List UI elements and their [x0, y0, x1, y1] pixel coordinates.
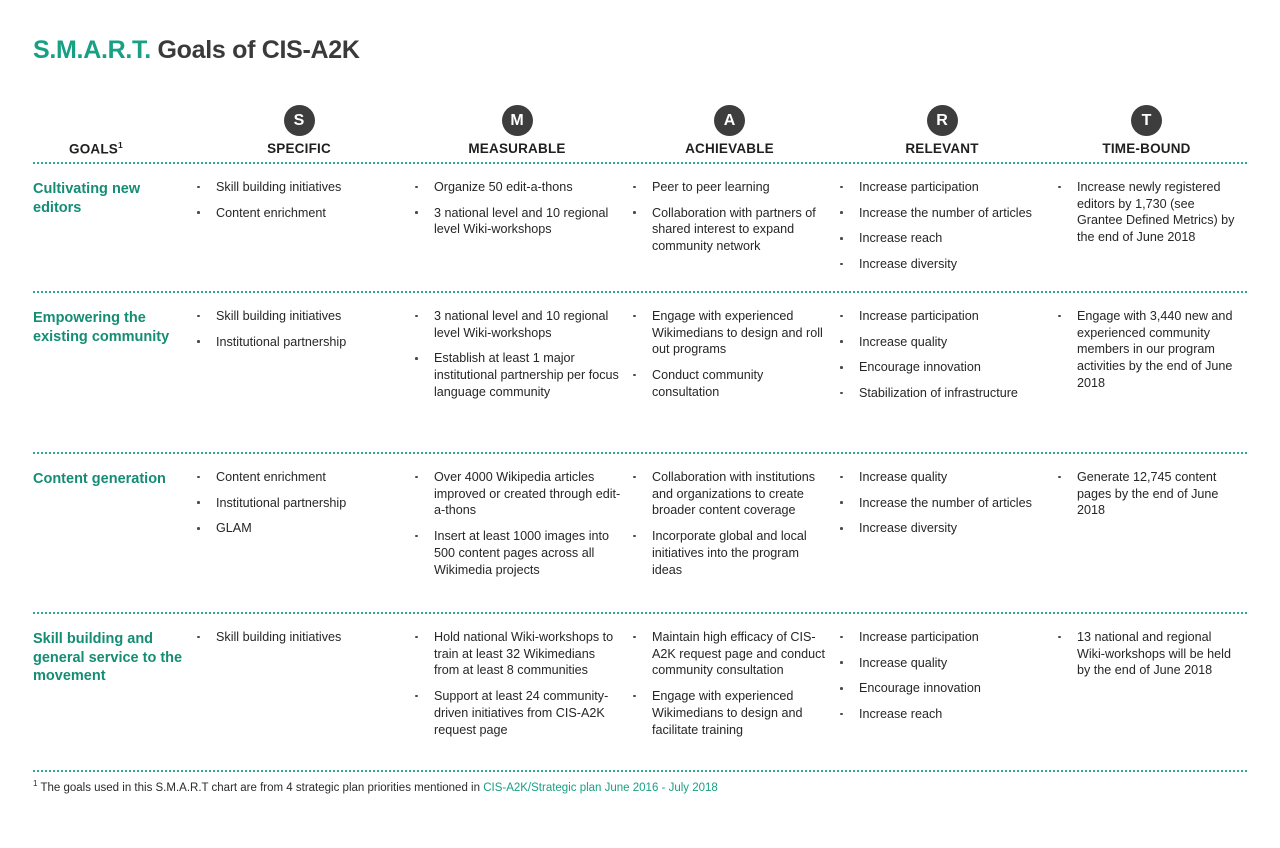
- relevant-list: [838, 308, 1046, 402]
- page-title: [33, 36, 360, 65]
- bullet-icon: [1058, 476, 1061, 479]
- timebound-list: [1056, 469, 1237, 519]
- bullet-icon: [415, 186, 418, 189]
- list-item-text: Insert at least 1000 images into 500 content pages across all Wikimedia projects: [434, 529, 610, 577]
- timebound-list: [1056, 308, 1237, 392]
- goal-label: Content generation: [33, 471, 166, 487]
- list-item-text: Increase diversity: [859, 257, 957, 272]
- goal-cell: [33, 164, 195, 217]
- relevant-list: [838, 629, 1046, 723]
- footer-divider: [33, 770, 1247, 772]
- bullet-icon: [633, 374, 636, 377]
- specific-list: [195, 308, 403, 350]
- specific-list: [195, 469, 403, 537]
- bullet-icon: [1058, 315, 1061, 318]
- goal-cell: [33, 293, 195, 346]
- list-item: [413, 528, 621, 578]
- specific-cell: [195, 614, 413, 646]
- list-item: [838, 230, 1046, 247]
- list-item-text: Institutional partnership: [216, 334, 347, 349]
- list-item: [838, 706, 1046, 723]
- measurable-list: [413, 629, 621, 738]
- list-item-text: Organize 50 edit-a-thons: [434, 180, 573, 194]
- relevant-cell: [838, 164, 1056, 273]
- list-item-text: Increase the number of articles: [859, 205, 1032, 220]
- goal-label: Empowering the existing community: [33, 310, 170, 345]
- bullet-icon: [840, 661, 843, 664]
- list-item-text: Skill building initiatives: [216, 309, 342, 323]
- measurable-cell: [413, 454, 631, 578]
- measurable-cell: [413, 614, 631, 738]
- list-item: [413, 688, 621, 738]
- bullet-icon: [840, 501, 843, 504]
- list-item-text: GLAM: [216, 521, 252, 536]
- bullet-icon: [197, 501, 200, 504]
- title-accent: S.M.A.R.T.: [33, 36, 151, 64]
- achievable-list: [631, 629, 828, 738]
- timebound-cell: [1056, 164, 1247, 246]
- list-item: [195, 308, 403, 325]
- measurable-cell: [413, 293, 631, 401]
- bullet-icon: [1058, 186, 1061, 189]
- list-item-text: Generate 12,745 content pages by the end of June 2018: [1077, 470, 1219, 518]
- list-item: [195, 205, 403, 222]
- bullet-icon: [840, 263, 843, 266]
- list-item: [631, 367, 828, 400]
- list-item-text: Incorporate global and local initiatives into the program ideas: [652, 529, 807, 577]
- measurable-cell: [413, 164, 631, 238]
- list-item-text: Establish at least 1 major institutional partnership per focus language community: [434, 351, 619, 399]
- list-item-text: Engage with 3,440 new and experienced community members in our program activities by the end of June 2018: [1077, 309, 1233, 390]
- bullet-icon: [633, 535, 636, 538]
- bullet-icon: [840, 713, 843, 716]
- title-rest: Goals of CIS-A2K: [150, 36, 360, 64]
- column-header-relevant-label: RELEVANT: [905, 141, 979, 156]
- relevant-list: [838, 469, 1046, 537]
- list-item-text: Encourage innovation: [859, 360, 981, 375]
- specific-list: [195, 179, 403, 221]
- achievable-badge-icon: A: [714, 105, 745, 136]
- list-item: [413, 469, 621, 519]
- list-item-text: Collaboration with institutions and organizations to create broader content coverage: [652, 470, 816, 518]
- bullet-icon: [840, 392, 843, 395]
- list-item: [838, 205, 1046, 222]
- goal-label: Skill building and general service to the movement: [33, 631, 183, 685]
- list-item: [195, 179, 403, 196]
- bullet-icon: [415, 695, 418, 698]
- bullet-icon: [840, 527, 843, 530]
- list-item: [631, 688, 828, 738]
- list-item: [838, 308, 1046, 325]
- list-item: [1056, 629, 1237, 679]
- list-item: [838, 520, 1046, 537]
- achievable-list: [631, 179, 828, 255]
- list-item-text: Maintain high efficacy of CIS-A2K request page and conduct community consultation: [652, 630, 825, 678]
- bullet-icon: [633, 695, 636, 698]
- list-item-text: Peer to peer learning: [652, 180, 770, 194]
- bullet-icon: [840, 340, 843, 343]
- achievable-cell: [631, 164, 838, 255]
- column-header-relevant: [838, 105, 1056, 156]
- list-item: [631, 205, 828, 255]
- specific-cell: [195, 454, 413, 537]
- achievable-cell: [631, 454, 838, 578]
- list-item-text: Collaboration with partners of shared interest to expand community network: [652, 205, 816, 254]
- footnote-marker: 1: [33, 779, 38, 788]
- list-item: [838, 359, 1046, 376]
- list-item-text: Stabilization of infrastructure: [859, 386, 1018, 401]
- specific-badge-icon: S: [284, 105, 315, 136]
- list-item-text: Support at least 24 community-driven initiatives from CIS-A2K request page: [434, 689, 609, 737]
- list-item: [631, 308, 828, 358]
- list-item-text: Skill building initiatives: [216, 630, 342, 644]
- list-item: [838, 469, 1046, 486]
- table-row: [33, 293, 1247, 446]
- relevant-cell: [838, 454, 1056, 537]
- list-item: [413, 308, 621, 341]
- achievable-cell: [631, 293, 838, 401]
- goal-cell: [33, 614, 195, 686]
- bullet-icon: [197, 527, 200, 530]
- measurable-badge-icon: M: [502, 105, 533, 136]
- list-item-text: Institutional partnership: [216, 495, 347, 510]
- table-row: [33, 614, 1247, 751]
- list-item: [1056, 308, 1237, 392]
- list-item-text: Content enrichment: [216, 470, 326, 484]
- bullet-icon: [840, 366, 843, 369]
- list-item-text: Increase reach: [859, 231, 943, 246]
- list-item: [1056, 469, 1237, 519]
- list-item-text: Increase reach: [859, 707, 943, 722]
- list-item-text: Conduct community consultation: [652, 368, 764, 399]
- smart-table: [33, 100, 1247, 751]
- bullet-icon: [415, 211, 418, 214]
- bullet-icon: [840, 476, 843, 479]
- list-item: [838, 334, 1046, 351]
- bullet-icon: [197, 476, 200, 479]
- list-item-text: Over 4000 Wikipedia articles improved or created through edit-a-thons: [434, 470, 621, 518]
- specific-list: [195, 629, 403, 646]
- list-item-text: Increase quality: [859, 470, 948, 484]
- list-item: [838, 680, 1046, 697]
- bullet-icon: [197, 315, 200, 318]
- list-item-text: Content enrichment: [216, 205, 326, 220]
- list-item: [195, 629, 403, 646]
- list-item-text: Skill building initiatives: [216, 180, 342, 194]
- list-item-text: Increase diversity: [859, 521, 957, 536]
- list-item: [413, 205, 621, 238]
- list-item: [838, 655, 1046, 672]
- goal-cell: [33, 454, 195, 489]
- relevant-cell: [838, 293, 1056, 402]
- list-item-text: Engage with experienced Wikimedians to design and facilitate training: [652, 689, 803, 737]
- list-item-text: Encourage innovation: [859, 681, 981, 696]
- bullet-icon: [197, 186, 200, 189]
- bullet-icon: [415, 315, 418, 318]
- list-item: [631, 469, 828, 519]
- footnote-text: The goals used in this S.M.A.R.T chart are from 4 strategic plan priorities mentioned in: [37, 781, 484, 794]
- bullet-icon: [415, 357, 418, 360]
- list-item-text: Increase newly registered editors by 1,730 (see Grantee Defined Metrics) by the end of June 2018: [1077, 180, 1235, 245]
- list-item-text: Increase quality: [859, 334, 948, 349]
- bullet-icon: [840, 211, 843, 214]
- specific-cell: [195, 164, 413, 221]
- measurable-list: [413, 308, 621, 401]
- list-item: [631, 528, 828, 578]
- column-header-measurable: [413, 105, 631, 156]
- list-item: [838, 256, 1046, 273]
- bullet-icon: [415, 535, 418, 538]
- list-item: [1056, 179, 1237, 246]
- table-row: [33, 454, 1247, 606]
- timebound-cell: [1056, 454, 1247, 519]
- relevant-list: [838, 179, 1046, 273]
- bullet-icon: [1058, 636, 1061, 639]
- bullet-icon: [840, 687, 843, 690]
- achievable-list: [631, 308, 828, 401]
- relevant-badge-icon: R: [927, 105, 958, 136]
- measurable-list: [413, 469, 621, 578]
- bullet-icon: [633, 211, 636, 214]
- list-item: [195, 469, 403, 486]
- table-body: [33, 164, 1247, 751]
- bullet-icon: [415, 476, 418, 479]
- measurable-list: [413, 179, 621, 238]
- column-header-timebound: [1056, 105, 1247, 156]
- timebound-list: [1056, 629, 1237, 679]
- list-item: [838, 495, 1046, 512]
- timebound-cell: [1056, 614, 1247, 679]
- table-header-row: [33, 100, 1247, 156]
- bullet-icon: [633, 186, 636, 189]
- list-item: [195, 334, 403, 351]
- list-item: [195, 520, 403, 537]
- table-row: [33, 164, 1247, 285]
- bullet-icon: [840, 636, 843, 639]
- list-item-text: Increase participation: [859, 630, 979, 644]
- column-header-timebound-label: TIME-BOUND: [1102, 141, 1191, 156]
- column-header-goals-label: GOALS$^1$: [69, 139, 123, 156]
- column-header-achievable-label: ACHIEVABLE: [685, 141, 774, 156]
- list-item-text: 3 national level and 10 regional level Wiki-workshops: [434, 309, 609, 340]
- list-item-text: Increase quality: [859, 655, 948, 670]
- list-item: [631, 629, 828, 679]
- column-header-measurable-label: MEASURABLE: [468, 141, 566, 156]
- goal-label: Cultivating new editors: [33, 181, 141, 216]
- bullet-icon: [633, 636, 636, 639]
- list-item: [838, 629, 1046, 646]
- bullet-icon: [197, 211, 200, 214]
- bullet-icon: [840, 315, 843, 318]
- column-header-specific-label: SPECIFIC: [267, 141, 331, 156]
- column-header-specific: [195, 105, 413, 156]
- list-item-text: Increase the number of articles: [859, 495, 1032, 510]
- list-item-text: 3 national level and 10 regional level Wiki-workshops: [434, 205, 609, 237]
- list-item: [413, 350, 621, 400]
- bullet-icon: [633, 476, 636, 479]
- achievable-list: [631, 469, 828, 578]
- list-item: [631, 179, 828, 196]
- list-item: [838, 179, 1046, 196]
- column-header-goals: [33, 140, 195, 157]
- list-item-text: Hold national Wiki-workshops to train at least 32 Wikimedians from at least 8 communities: [434, 630, 614, 678]
- bullet-icon: [197, 340, 200, 343]
- relevant-cell: [838, 614, 1056, 723]
- timebound-badge-icon: T: [1131, 105, 1162, 136]
- list-item-text: 13 national and regional Wiki-workshops will be held by the end of June 2018: [1077, 630, 1231, 678]
- timebound-list: [1056, 179, 1237, 246]
- list-item: [413, 179, 621, 196]
- list-item-text: Increase participation: [859, 180, 979, 194]
- timebound-cell: [1056, 293, 1247, 392]
- footnote: [33, 779, 718, 794]
- achievable-cell: [631, 614, 838, 738]
- specific-cell: [195, 293, 413, 350]
- list-item: [413, 629, 621, 679]
- footnote-link[interactable]: CIS-A2K/Strategic plan June 2016 - July 2018: [483, 781, 718, 794]
- bullet-icon: [197, 636, 200, 639]
- bullet-icon: [633, 315, 636, 318]
- list-item-text: Engage with experienced Wikimedians to design and roll out programs: [652, 309, 823, 357]
- list-item: [838, 385, 1046, 402]
- column-header-achievable: [631, 105, 838, 156]
- bullet-icon: [840, 186, 843, 189]
- bullet-icon: [415, 636, 418, 639]
- list-item-text: Increase participation: [859, 309, 979, 323]
- bullet-icon: [840, 237, 843, 240]
- list-item: [195, 495, 403, 512]
